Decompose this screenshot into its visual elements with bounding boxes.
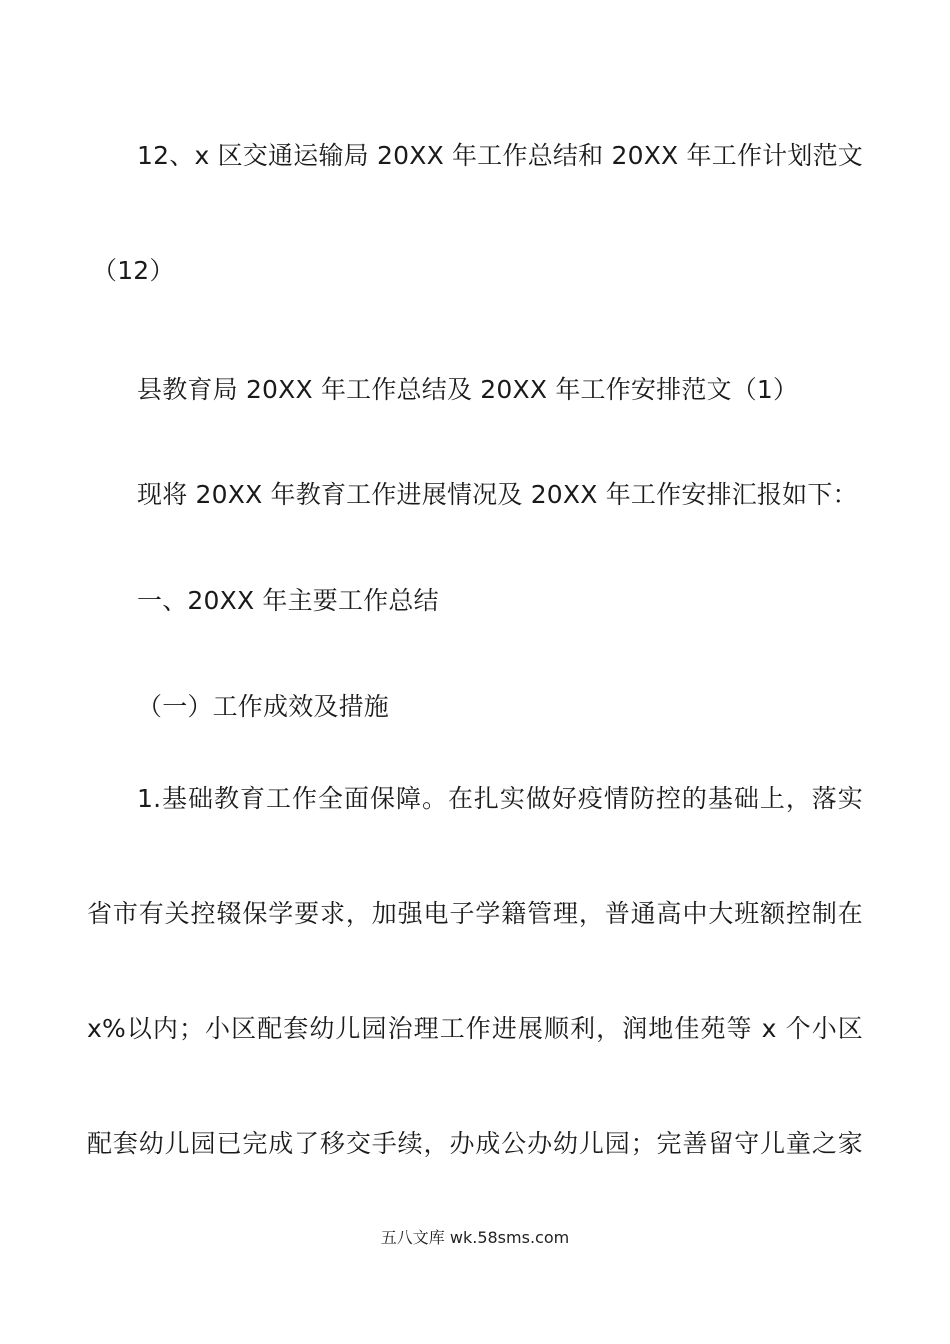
paragraph-line-3: x%以内；小区配套幼儿园治理工作进展顺利，润地佳苑等 x 个小区 (87, 1014, 863, 1043)
heading-line-2: （12） (92, 256, 175, 285)
document-title: 县教育局 20XX 年工作总结及 20XX 年工作安排范文（1） (137, 375, 799, 404)
paragraph-line-1: 1.基础教育工作全面保障。在扎实做好疫情防控的基础上，落实 (137, 784, 863, 813)
paragraph-line-2: 省市有关控辍保学要求，加强电子学籍管理，普通高中大班额控制在 (87, 899, 863, 928)
heading-line-1: 12、x 区交通运输局 20XX 年工作总结和 20XX 年工作计划范文 (137, 141, 863, 170)
intro-paragraph: 现将 20XX 年教育工作进展情况及 20XX 年工作安排汇报如下： (137, 480, 858, 509)
section-heading: 一、20XX 年主要工作总结 (137, 586, 439, 615)
paragraph-line-4: 配套幼儿园已完成了移交手续，办成公办幼儿园；完善留守儿童之家 (87, 1129, 863, 1158)
subsection-heading: （一）工作成效及措施 (137, 692, 390, 721)
footer-watermark: 五八文库 wk.58sms.com (380, 1228, 570, 1247)
